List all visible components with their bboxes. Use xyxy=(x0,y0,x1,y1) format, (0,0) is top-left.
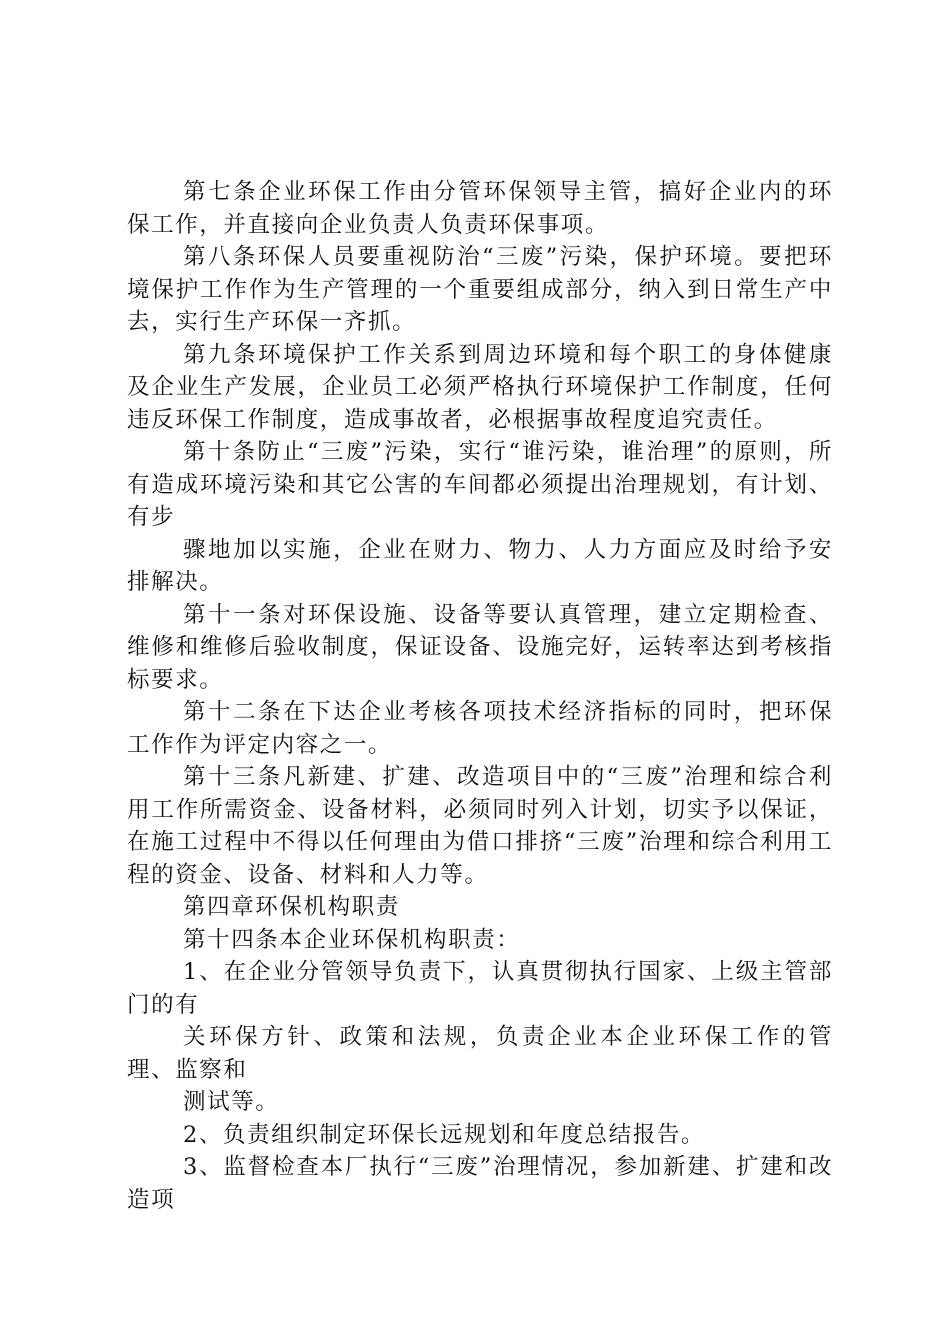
chapter-heading: 第四章环保机构职责 xyxy=(183,894,400,920)
paragraph-article-10-continued: 骤地加以实施，企业在财力、物力、人力方面应及时给予安排解决。 xyxy=(127,536,833,595)
paragraph-article-7: 第七条企业环保工作由分管环保领导主管，搞好企业内的环保工作，并直接向企业负责人负责环保事项。 xyxy=(127,179,833,238)
list-item-1: 1、在企业分管领导负责下，认真贯彻执行国家、上级主管部门的有 xyxy=(127,959,833,1018)
paragraph-article-10: 第十条防止“三废”污染，实行“谁污染，谁治理”的原则，所有造成环境污染和其它公害的车间都必须提出治理规划，有计划、有步 xyxy=(127,439,833,530)
paragraph-article-8: 第八条环保人员要重视防治“三废”污染，保护环境。要把环境保护工作作为生产管理的一个重要组成部分，纳入到日常生产中去，实行生产环保一齐抓。 xyxy=(127,244,833,335)
list-item-2: 2、负责组织制定环保长远规划和年度总结报告。 xyxy=(183,1121,706,1148)
list-item-1-continued-b: 测试等。 xyxy=(183,1089,280,1115)
list-item-1-continued-a: 关环保方针、政策和法规，负责企业本企业环保工作的管理、监察和 xyxy=(127,1024,833,1083)
document-page xyxy=(127,176,833,1216)
paragraph-article-11: 第十一条对环保设施、设备等要认真管理，建立定期检查、维修和维修后验收制度，保证设备、设施完好，运转率达到考核指标要求。 xyxy=(127,601,833,693)
paragraph-article-12: 第十二条在下达企业考核各项技术经济指标的同时，把环保工作作为评定内容之一。 xyxy=(127,699,833,758)
paragraph-article-13: 第十三条凡新建、扩建、改造项目中的“三废”治理和综合利用工作所需资金、设备材料，必须同时列入计划，切实予以保证，在施工过程中不得以任何理由为借口排挤“三废”治理和综合利用工程的资金、设备、材料和人力等。 xyxy=(127,764,833,888)
paragraph-article-14: 第十四条本企业环保机构职责： xyxy=(183,926,521,953)
list-item-3: 3、监督检查本厂执行“三废”治理情况，参加新建、扩建和改造项 xyxy=(127,1154,833,1213)
paragraph-article-9: 第九条环境保护工作关系到周边环境和每个职工的身体健康及企业生产发展，企业员工必须严格执行环境保护工作制度，任何违反环保工作制度，造成事故者，必根据事故程度追究责任。 xyxy=(127,341,833,433)
